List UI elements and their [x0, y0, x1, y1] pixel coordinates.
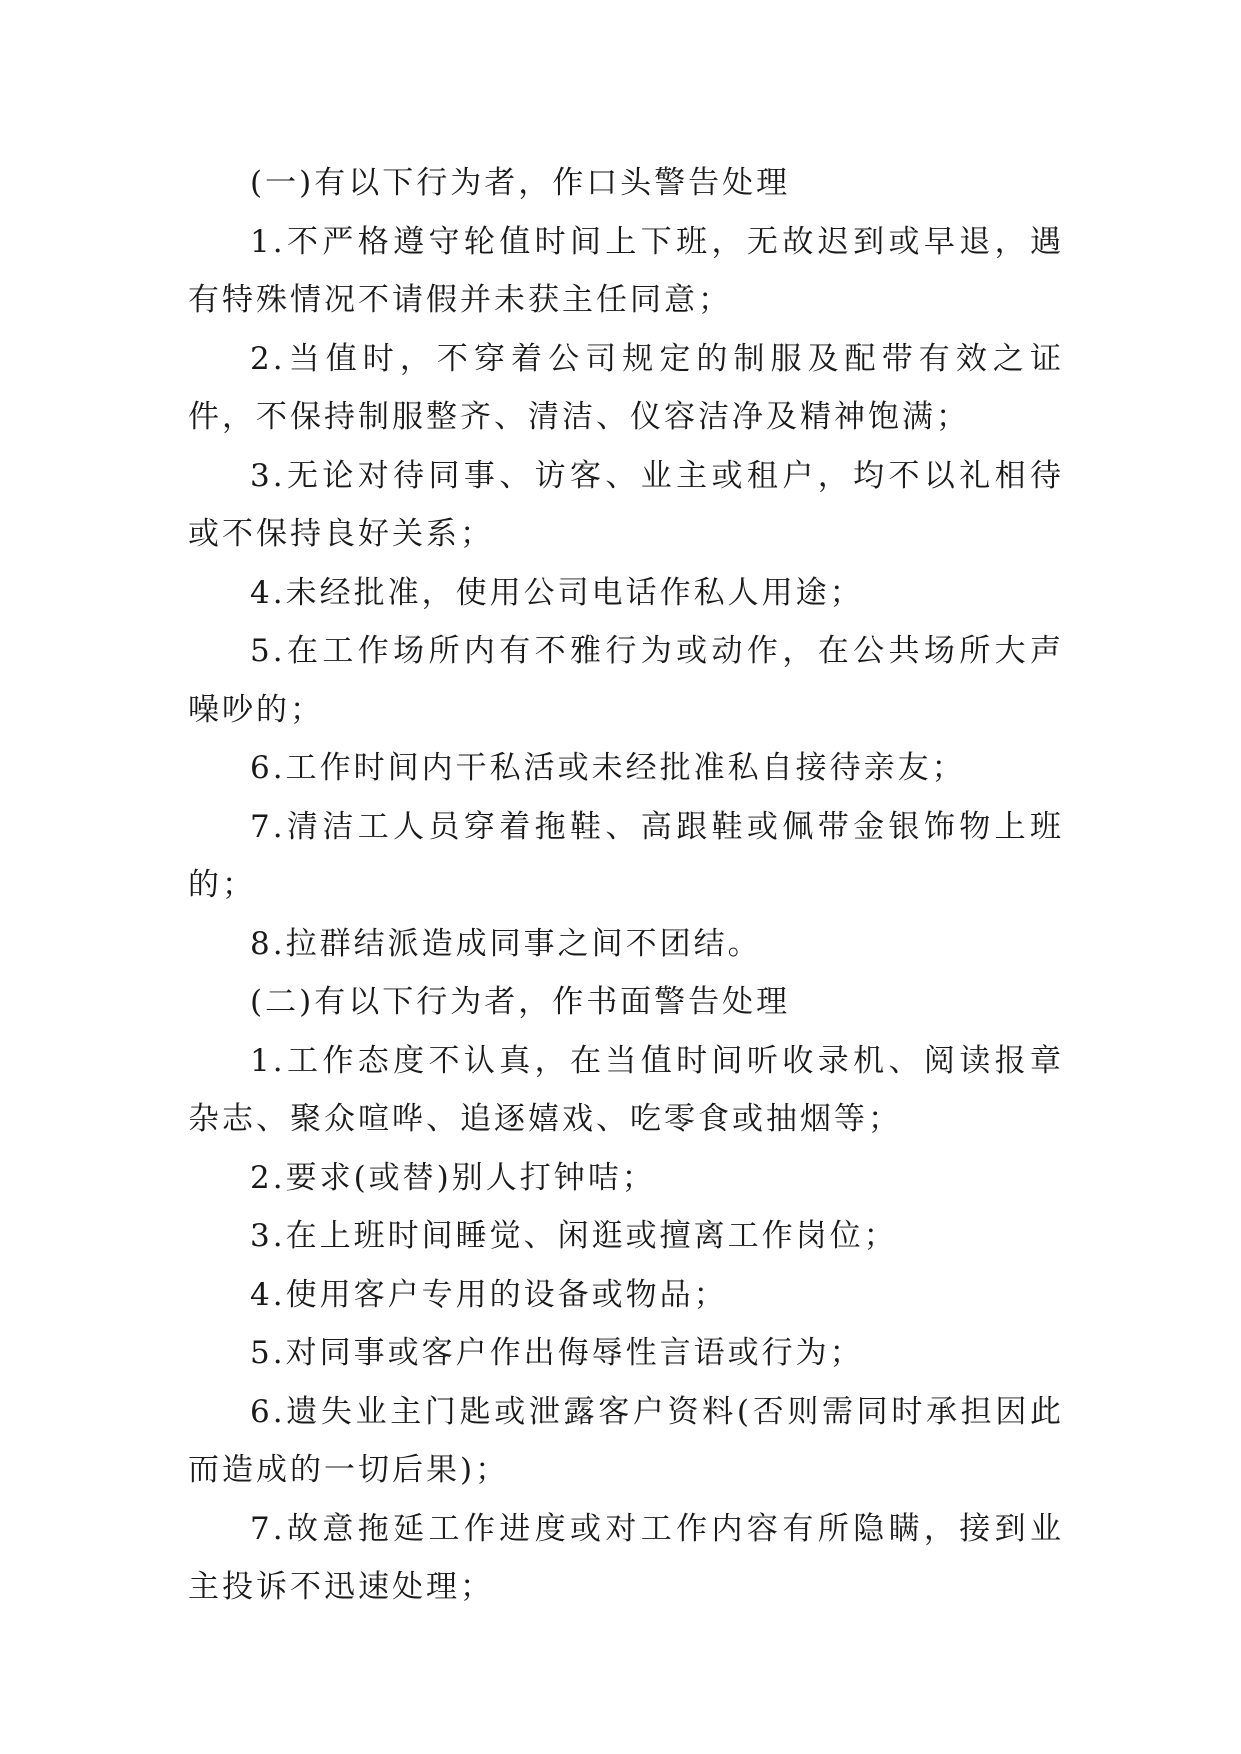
rule-item: 1.不严格遵守轮值时间上下班，无故迟到或早退，遇有特殊情况不请假并未获主任同意； — [188, 223, 1064, 318]
rule-item: 7.故意拖延工作进度或对工作内容有所隐瞒，接到业主投诉不迅速处理； — [188, 1510, 1064, 1605]
rule-item: 7.清洁工人员穿着拖鞋、高跟鞋或佩带金银饰物上班的； — [188, 808, 1064, 903]
rule-item: 3.无论对待同事、访客、业主或租户，均不以礼相待或不保持良好关系； — [188, 457, 1064, 552]
rule-item: 4.使用客户专用的设备或物品； — [250, 1276, 728, 1313]
rule-item: 3.在上班时间睡觉、闲逛或擅离工作岗位； — [250, 1218, 898, 1254]
rule-item: 4.未经批准，使用公司电话作私人用途； — [250, 574, 864, 611]
rule-item: 2.当值时，不穿着公司规定的制服及配带有效之证件，不保持制服整齐、清洁、仪容洁净及精神饱满； — [188, 340, 1064, 435]
rule-item: 5.对同事或客户作出侮辱性言语或行为； — [250, 1335, 864, 1371]
rule-item: 6.工作时间内干私活或未经批准私自接待亲友； — [250, 750, 966, 786]
section-heading-written-warning: (二)有以下行为者，作书面警告处理 — [250, 984, 791, 1020]
rule-item: 1.工作态度不认真，在当值时间听收录机、阅读报章杂志、聚众喧哗、追逐嬉戏、吃零食或抽烟等； — [188, 1042, 1064, 1137]
section-heading-verbal-warning: (一)有以下行为者，作口头警告处理 — [250, 165, 791, 201]
rule-item: 2.要求(或替)别人打钟咭； — [250, 1159, 656, 1196]
document-body — [188, 154, 1064, 1617]
rule-item: 5.在工作场所内有不雅行为或动作，在公共场所大声噪吵的； — [188, 633, 1064, 728]
rule-item: 6.遗失业主门匙或泄露客户资料(否则需同时承担因此而造成的一切后果)； — [188, 1393, 1064, 1488]
rule-item: 8.拉群结派造成同事之间不团结。 — [250, 925, 762, 962]
